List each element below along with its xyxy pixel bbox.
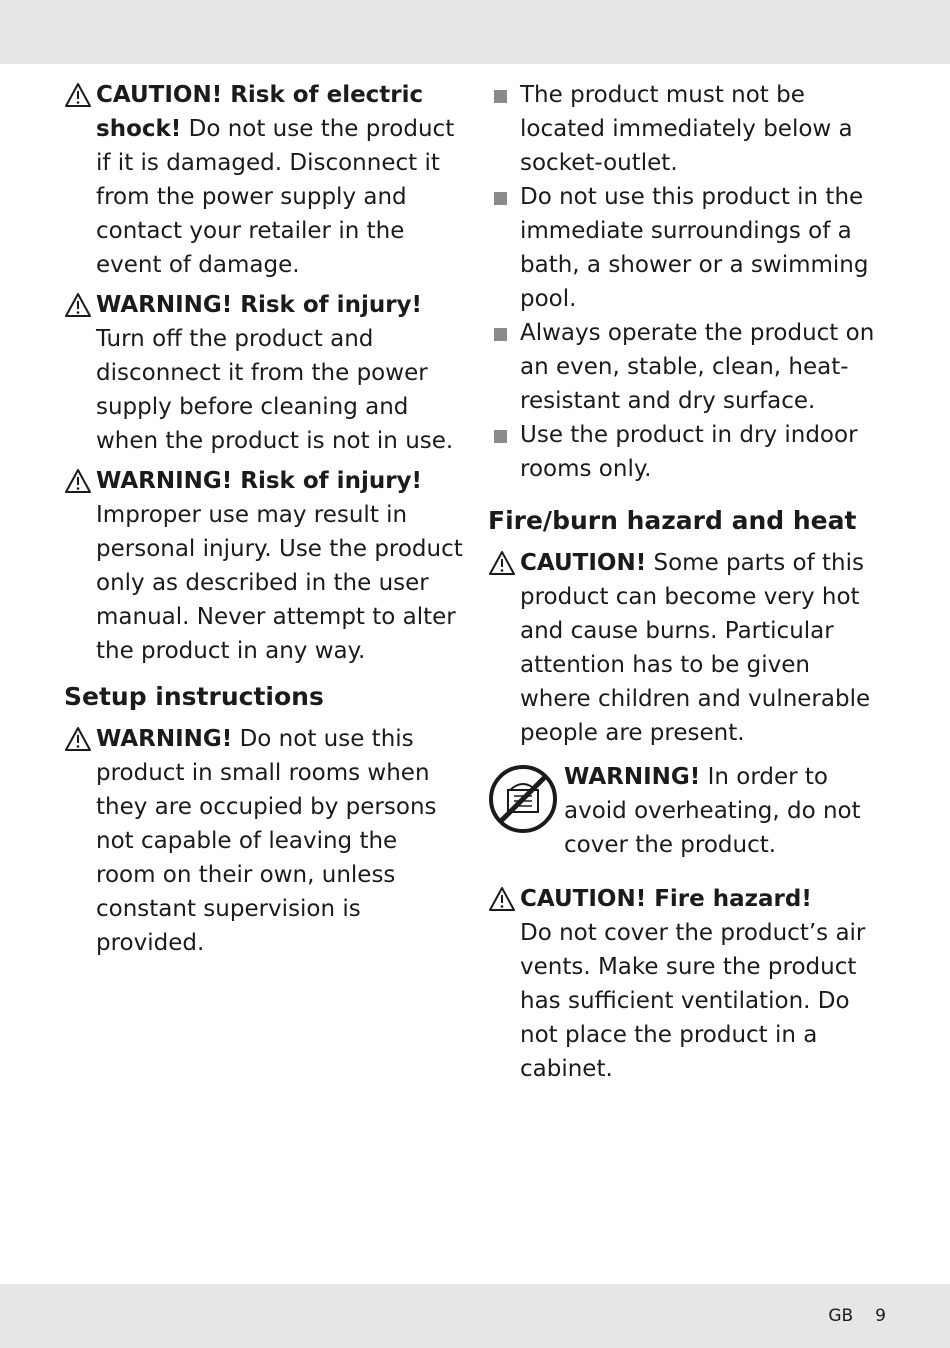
- top-band: [0, 0, 950, 64]
- square-bullet-icon: [494, 192, 507, 205]
- caution-text: Do not cover the product’s air vents. Make sure the product has sufficient ventilation. Do not place the product in a cabinet.: [520, 920, 866, 1082]
- warning-triangle-icon: [488, 550, 516, 576]
- fire-heading: Fire/burn hazard and heat: [488, 506, 857, 535]
- caution-title: CAUTION!: [520, 550, 647, 576]
- warning-text: Improper use may result in personal injury. Use the product only as described in the user manual. Never attempt to alter the product in any way.: [96, 502, 463, 664]
- warning-text: Turn off the product and disconnect it from the power supply before cleaning and when the product is not in use.: [96, 326, 454, 454]
- caution-electric-shock: [64, 78, 464, 282]
- bullet-text: Use the product in dry indoor rooms only.: [520, 422, 858, 482]
- warning-text: In order to avoid overheating, do not cover the product.: [564, 764, 861, 858]
- list-item: [488, 316, 886, 418]
- language-code: GB: [828, 1306, 854, 1326]
- do-not-cover-icon: [488, 764, 558, 834]
- warning-triangle-icon: [64, 468, 92, 494]
- caution-title-cont: shock!: [96, 116, 182, 142]
- warning-title: WARNING! Risk of injury!: [96, 468, 423, 494]
- left-column: [64, 78, 464, 966]
- square-bullet-icon: [494, 90, 507, 103]
- warning-triangle-icon: [64, 82, 92, 108]
- square-bullet-icon: [494, 430, 507, 443]
- setup-heading: Setup instructions: [64, 682, 324, 711]
- list-item: [488, 180, 886, 316]
- list-item: [488, 78, 886, 180]
- caution-text: Do not use the product if it is damaged. Disconnect it from the power supply and contact your retailer in the event of damage.: [96, 116, 455, 278]
- warning-title: WARNING! Risk of injury!: [96, 292, 423, 318]
- bullet-text: The product must not be located immediately below a socket-outlet.: [520, 82, 853, 176]
- right-column: [488, 78, 886, 1092]
- caution-text: Some parts of this product can become very hot and cause burns. Particular attention has to be given where children and vulnerable people are present.: [520, 550, 871, 746]
- warning-injury-off: [64, 288, 464, 458]
- caution-fire-hazard: [488, 882, 886, 1086]
- warning-triangle-icon: [64, 292, 92, 318]
- list-item: [488, 418, 886, 486]
- warning-triangle-icon: [488, 886, 516, 912]
- bullet-text: Do not use this product in the immediate surroundings of a bath, a shower or a swimming pool.: [520, 184, 869, 312]
- warning-title: WARNING!: [564, 764, 701, 790]
- warning-injury-misuse: [64, 464, 464, 668]
- warning-triangle-icon: [64, 726, 92, 752]
- warning-text: Do not use this product in small rooms when they are occupied by persons not capable of leaving the room on their own, unless constant supervision is provided.: [96, 726, 437, 956]
- caution-title: CAUTION! Risk of electric: [96, 82, 424, 108]
- page-number: 9: [875, 1306, 886, 1326]
- warning-small-rooms: [64, 722, 464, 960]
- bullet-text: Always operate the product on an even, stable, clean, heat-resistant and dry surface.: [520, 320, 875, 414]
- square-bullet-icon: [494, 328, 507, 341]
- caution-title: CAUTION! Fire hazard!: [520, 886, 812, 912]
- warning-do-not-cover: [488, 760, 886, 862]
- warning-title: WARNING!: [96, 726, 233, 752]
- caution-hot-parts: [488, 546, 886, 750]
- page-footer: [806, 1306, 886, 1326]
